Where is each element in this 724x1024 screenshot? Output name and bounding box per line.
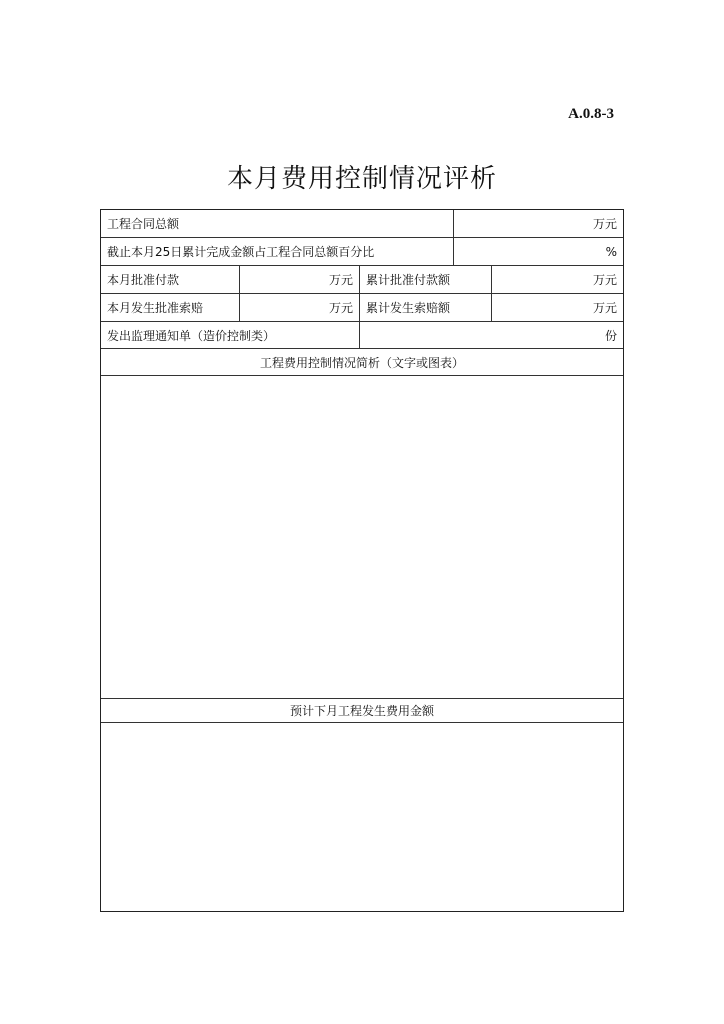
payment-row xyxy=(101,266,623,294)
analysis-body[interactable] xyxy=(101,376,623,699)
payment-label: 本月批准付款 xyxy=(107,273,180,287)
cost-control-form xyxy=(100,209,624,912)
cumulative-pct-value[interactable]: % xyxy=(453,238,623,265)
contract-total-row xyxy=(101,210,623,238)
notices-label: 发出监理通知单（造价控制类） xyxy=(107,328,276,343)
claims-label: 本月发生批准索赔 xyxy=(107,301,204,315)
notices-value[interactable]: 份 xyxy=(359,322,623,348)
analysis-header-row xyxy=(101,349,623,376)
claims-value[interactable]: 万元 xyxy=(239,294,359,321)
cumulative-pct-row xyxy=(101,238,623,266)
cumulative-payment-value[interactable]: 万元 xyxy=(491,266,623,293)
contract-total-value[interactable]: 万元 xyxy=(453,210,623,237)
cumulative-claims-label: 累计发生索赔额 xyxy=(359,294,491,321)
notices-row xyxy=(101,322,623,349)
analysis-header: 工程费用控制情况简析（文字或图表） xyxy=(259,355,464,370)
page-title: 本月费用控制情况评析 xyxy=(226,164,497,194)
contract-total-label: 工程合同总额 xyxy=(107,217,180,231)
cumulative-claims-value[interactable]: 万元 xyxy=(491,294,623,321)
forecast-body[interactable] xyxy=(101,723,623,911)
forecast-header: 预计下月工程发生费用金额 xyxy=(289,704,434,718)
claims-row xyxy=(101,294,623,322)
cumulative-payment-label: 累计批准付款额 xyxy=(359,266,491,293)
forecast-header-row xyxy=(101,699,623,723)
payment-value[interactable]: 万元 xyxy=(239,266,359,293)
cumulative-pct-label: 截止本月25日累计完成金额占工程合同总额百分比 xyxy=(107,245,375,259)
form-code: A.0.8-3 xyxy=(568,106,614,122)
